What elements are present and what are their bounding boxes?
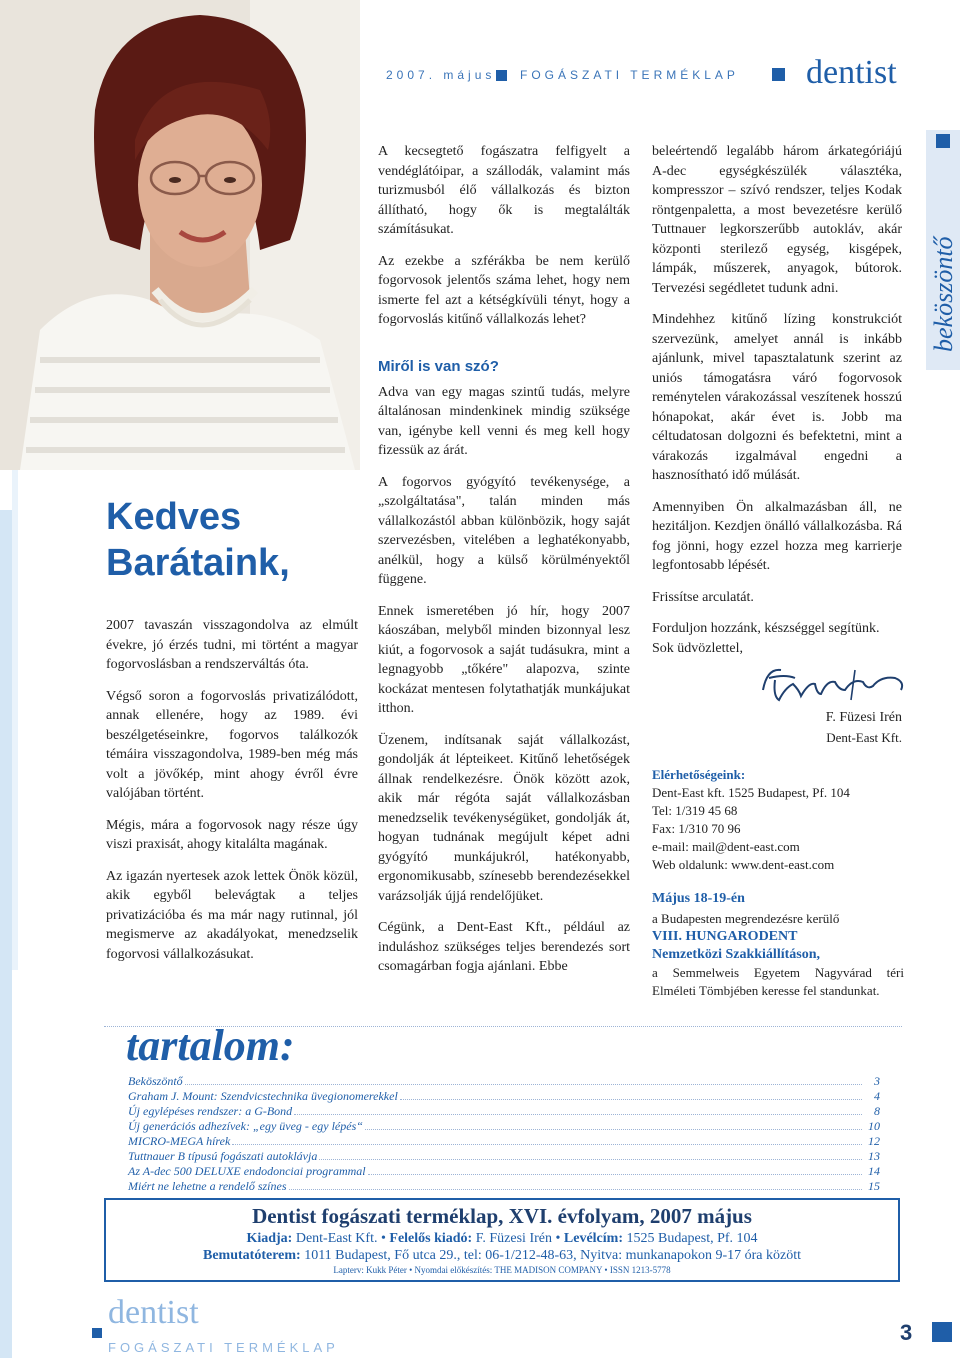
- footer-brand: dentist: [108, 1294, 199, 1331]
- paragraph: Frissítse arculatát.: [652, 589, 754, 605]
- paragraph: Cégünk, a Dent-East Kft., például az induláshoz szükséges teljes berendezés sort csomagárban fogja ajánlani. Ebbe: [378, 920, 630, 974]
- event-line: a Semmelweis Egyetem Nagyvárad téri Elméleti Tömbjében keresse fel standunkat.: [652, 965, 904, 998]
- paragraph: Üzenem, indítsanak saját vállalkozást, gondolják át lépteikeet. Kitűnő lehetőségek állnak rendelkezésre. Önök között azok, akik már régóta saját vállalkozásban menedzselik tevékenységüket, gondolják át, hogyan tudnának megújult képet adni gyógyító munkájukról, hatékonyabb, ergonomikusabb, színesebb berendezésekkel varázsolják újjá rendelőjüket.: [378, 732, 630, 904]
- footer-magazine: FOGÁSZATI TERMÉKLAP: [108, 1340, 339, 1355]
- greeting-line-2: Barátaink,: [106, 542, 290, 584]
- toc-item[interactable]: Új egylépéses rendszer: a G-Bond 8: [128, 1104, 880, 1118]
- imprint-box: [104, 1198, 900, 1282]
- portrait-photo: [0, 0, 360, 470]
- toc-leader: [368, 1164, 862, 1175]
- article-column-3: [652, 142, 902, 670]
- contact-heading: Elérhetőségeink:: [652, 767, 746, 782]
- paragraph: Adva van egy magas szintű tudás, melyre általánosan mindenkinek mindig szüksége van, igénybe kell venni és meg kell hogy fizessük az árát.: [378, 384, 630, 458]
- paragraph: A fogorvos gyógyító tevékenysége, a „szolgáltatása", talán minden más vállalkozástól abban különbözik, hogy saját szervezésben, vitelében a leghatékonyabb, anélkül, hogy a külső körülményektől függene.: [378, 474, 630, 587]
- footer-square-left: [92, 1328, 102, 1338]
- toc-leader: [294, 1104, 862, 1115]
- toc-page: 3: [874, 1074, 880, 1088]
- contact-block: [652, 766, 902, 874]
- toc-item[interactable]: MICRO-MEGA hírek 12: [128, 1134, 880, 1148]
- toc-leader: [400, 1089, 862, 1100]
- contact-line: Fax: 1/310 70 96: [652, 821, 741, 836]
- side-tab-label: beköszöntő: [929, 236, 958, 352]
- article-column-2: [378, 142, 630, 989]
- toc-page: 8: [874, 1104, 880, 1118]
- paragraph: Ennek ismeretében jó hír, hogy 2007 káoszában, melyből minden bizonnyal lesz kiút, a fogorvosok a saját tudásukra, mint a legnagyobb „tőkére" alapozva, szinte kockázat mentesen folytathatják munkájukat itthon.: [378, 603, 630, 716]
- toc-page: 12: [868, 1134, 880, 1148]
- toc-leader: [319, 1149, 862, 1160]
- toc-list: [128, 1074, 880, 1194]
- paragraph: Mindehhez kitűnő lízing konstrukciót szervezünk, amelyet annál is inkább ajánlunk, mivel tapasztalatunk szerint az uniós támogatásra váró fogorvosok reménytelen várakozással veszítenek hosszú hónapokat, akár évet is. Jobb ma céltudatosan dolgozni és befektetni, mint a várakozás izgalmával engedni a hasznosítható idő múlását.: [652, 312, 902, 483]
- event-date: Május 18-19-én: [652, 891, 745, 906]
- toc-item[interactable]: Új generációs adhezívek: „egy üveg - egy lépés“ 10: [128, 1119, 880, 1133]
- greeting-heading: [106, 494, 366, 586]
- event-line: a Budapesten megrendezésre kerülő: [652, 911, 840, 926]
- contact-line[interactable]: e-mail: mail@dent-east.com: [652, 839, 800, 854]
- toc-title: tartalom:: [126, 1021, 295, 1070]
- left-accent-bar: [0, 510, 12, 1358]
- paragraph: beleértendő legalább három árkategóriájú A-dec egységkészülék választéka, kompresszor – szívó rendszer, teljes Kodak röntgenpaletta, a most bevezetésre kerülő Tuttnauer legkorszerűbb autokláv, akár központi sterilező egység, kisgépek, lámpák, műszerek, anyagok, bútorok. Tervezési segédletet tudunk adni.: [652, 144, 902, 296]
- toc-page: 10: [868, 1119, 880, 1133]
- paragraph: Az igazán nyertesek azok lettek Önök közül, akik egyből belevágtak a teljes privatizációba és ma már nagy rutinnal, jól megismerve az akadályokat, menedzselik fogorvosi vállalkozásukat.: [106, 868, 358, 962]
- paragraph: Forduljon hozzánk, készséggel segítünk. Sok üdvözlettel,: [652, 621, 880, 656]
- toc-page: 15: [868, 1179, 880, 1193]
- header-date: 2007. május: [386, 68, 496, 82]
- toc-item[interactable]: Beköszöntő 3: [128, 1074, 880, 1088]
- imprint-publisher-line: Kiadja: Dent-East Kft. • Felelős kiadó: F. Füzesi Irén • Levélcím: 1525 Budapest, Pf. 104: [246, 1231, 758, 1246]
- left-accent-bar-2: [12, 470, 18, 970]
- toc-leader: [289, 1179, 862, 1190]
- paragraph: Az ezekbe a szférákba be nem kerülő fogorvosok jelentős száma lehet, hogy nem ismerte fel azt a kétségkívüli tényt, hogy a fogorvoslás kitűnő vállalkozás lehet?: [378, 253, 630, 327]
- imprint-title: Dentist fogászati terméklap, XVI. évfolyam, 2007 május: [252, 1204, 752, 1228]
- header-brand: dentist: [806, 54, 897, 91]
- greeting-line-1: Kedves: [106, 496, 242, 538]
- contact-line[interactable]: Web oldalunk: www.dent-east.com: [652, 857, 835, 872]
- subheading: Miről is van szó?: [378, 357, 499, 375]
- toc-item[interactable]: Miért ne lehetne a rendelő színes 15: [128, 1179, 880, 1193]
- paragraph: A kecsegtető fogászatra felfigyelt a vendéglátóipar, a szállodák, valamint más turizmusból élő vállalkozás és bizton állítható, hogy ők is megtalálták számításukat.: [378, 144, 630, 237]
- paragraph: Végső soron a fogorvoslás privatizálódott, annak ellenére, hogy az 1989. évi beszélgetéseinkre, fogorvos találkozók témáira visszagondolva, 1989-ben még más volt a jövőkép, mint ahogy évről évre valójában történt.: [106, 688, 358, 801]
- side-tab-square: [936, 134, 950, 148]
- paragraph: Mégis, mára a fogorvosok nagy része úgy viszi praxisát, ahogy kitalálta magának.: [106, 817, 358, 852]
- event-subtitle: Nemzetközi Szakkiállításon,: [652, 947, 820, 962]
- paragraph: 2007 tavaszán visszagondolva az elmúlt évekre, jó érzés tudni, mi történt a magyar fogorvoslásban a rendszerváltás óta.: [106, 618, 358, 672]
- toc-item[interactable]: Az A-dec 500 DELUXE endodonciai programmal 14: [128, 1164, 880, 1178]
- toc-page: 4: [874, 1089, 880, 1103]
- imprint-showroom-line: Bemutatóterem: 1011 Budapest, Fő utca 29., tel: 06-1/212-48-63, Nyitva: munkanapokon 9-17 óra között: [203, 1248, 801, 1263]
- toc-leader: [365, 1119, 862, 1130]
- section-side-tab: [926, 130, 960, 370]
- paragraph: Amennyiben Ön alkalmazásban áll, ne hezitáljon. Kezdjen önálló vállalkozásba. Rá fog jönni, hogy ezzel hozza meg karrierje legfontosabb lépését.: [652, 499, 902, 573]
- toc-page: 13: [868, 1149, 880, 1163]
- header-square-2: [772, 68, 785, 81]
- imprint-credits: Lapterv: Kukk Péter • Nyomdai előkészítés: THE MADISON COMPANY • ISSN 1213-5778: [333, 1265, 671, 1275]
- footer-square-right: [932, 1322, 952, 1342]
- signature-company: Dent-East Kft.: [826, 730, 902, 745]
- toc-page: 14: [868, 1164, 880, 1178]
- toc-item[interactable]: Tuttnauer B típusú fogászati autoklávja 13: [128, 1149, 880, 1163]
- event-title: VIII. HUNGARODENT: [652, 929, 798, 944]
- header-magazine: FOGÁSZATI TERMÉKLAP: [520, 68, 739, 82]
- contact-line: Dent-East kft. 1525 Budapest, Pf. 104: [652, 785, 850, 800]
- toc-leader: [232, 1134, 862, 1145]
- toc-box: [104, 1021, 902, 1198]
- event-block: [652, 890, 904, 1000]
- signature-name: F. Füzesi Irén: [825, 710, 902, 725]
- portrait-illustration: [0, 0, 360, 470]
- article-column-1: [106, 616, 358, 976]
- contact-line: Tel: 1/319 45 68: [652, 803, 738, 818]
- toc-item[interactable]: Graham J. Mount: Szendvicstechnika üvegionomerekkel 4: [128, 1089, 880, 1103]
- page-header: [386, 54, 926, 94]
- toc-leader: [185, 1074, 862, 1085]
- page-number: 3: [900, 1320, 913, 1345]
- header-square-1: [496, 70, 507, 81]
- signature-icon: [755, 660, 915, 710]
